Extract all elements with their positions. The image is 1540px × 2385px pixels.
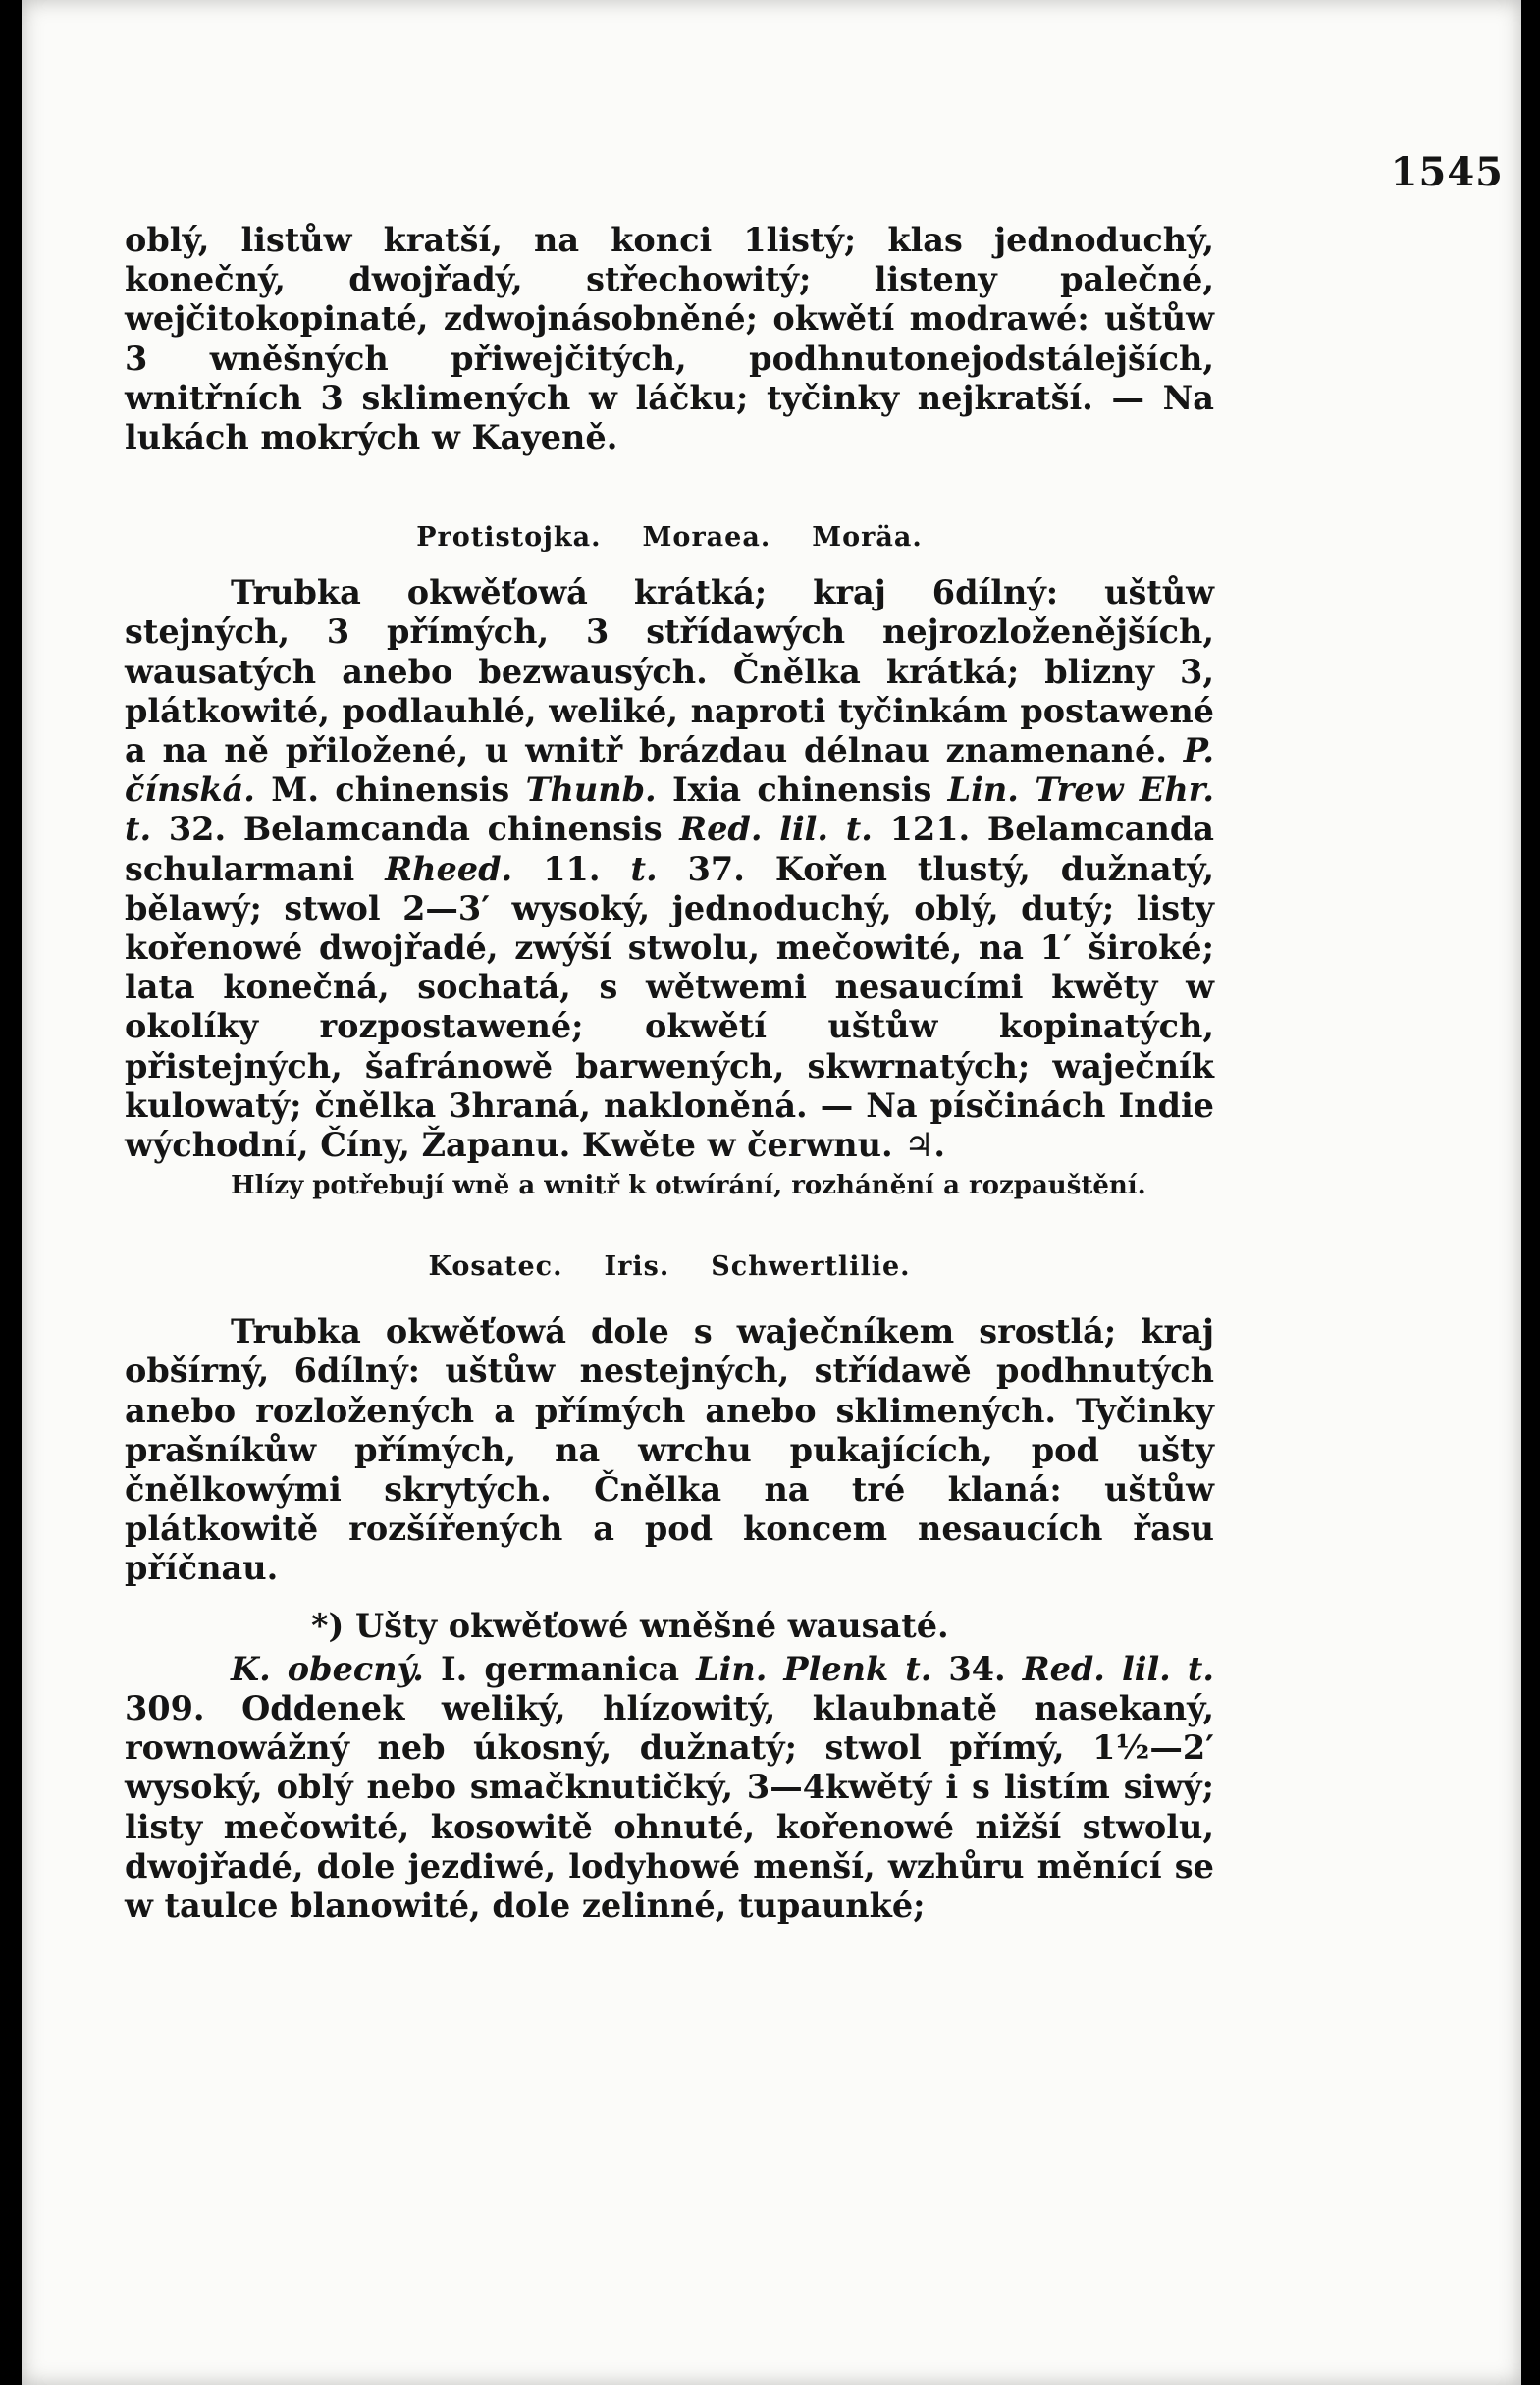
- paragraph-iris-germanica: [125, 1650, 1214, 1926]
- text-run: 37. Kořen tlustý, dužnatý, bělawý; stwol 2—3′ wysoký, jednoduchý, oblý, dutý; listy kořenowé dwojřadé, zwýší stwolu, mečowité, na 1′ široké; lata konečná, sochatá, s wětwemi nesaucími kwěty w okolíky rozpostawené; okwětí uštůw kopinatých, přistejných, šafránowě barwených, skwrnatých; waječník kulowatý; čnělka 3hraná, nakloněná. — Na písčinách Indie wýchodní, Číny, Žapanu. Kwěte w čerwnu. ♃.: [125, 849, 1214, 1165]
- paragraph-moraea-description: [125, 573, 1214, 1165]
- usage-note: Hlízy potřebují wně a wnitř k otwírání, rozhánění a rozpauštění.: [231, 1171, 1146, 1201]
- page-content: [125, 221, 1214, 1926]
- heading-latin-name: Iris.: [604, 1251, 670, 1283]
- text-run: M. chinensis: [254, 770, 526, 810]
- text-run: 309. Oddenek weliký, hlízowitý, klaubnatě nasekaný, rownowážný neb úkosný, dužnatý; stwol přímý, 1½—2′ wysoký, oblý nebo smačknutičký, 3—4kwětý i s listím siwý; listy mečowité, kosowitě ohnuté, kořenowé nižší stwolu, dwojřadé, dole jezdiwé, lodyhowé menší, wzhůru měnící se w taulce blanowité, dole zelinné, tupaunké;: [125, 1688, 1214, 1925]
- heading-german-name: Schwertlilie.: [711, 1251, 911, 1283]
- heading-czech-name: Kosatec.: [428, 1251, 563, 1283]
- text-run: Ixia chinensis: [656, 770, 948, 810]
- reference-italic: Red. lil. t.: [1022, 1649, 1215, 1688]
- text-run: I. germanica: [423, 1649, 697, 1688]
- text-run: 121. Belamcanda schularmani: [125, 810, 1214, 888]
- page-number: 1545: [1390, 149, 1504, 195]
- paragraph-continuation: oblý, listůw kratší, na konci 1listý; klas jednoduchý, konečný, dwojřadý, střechowitý; listeny palečné, wejčitokopinaté, zdwojnásobněné; okwětí modrawé: uštůw 3 wněšných přiwejčitých, podhnutonejodstálejších, wnitřních 3 sklimených w láčku; tyčinky nejkratší. — Na lukách mokrých w Kayeně.: [125, 221, 1214, 457]
- text-run: 34.: [931, 1649, 1023, 1688]
- heading-latin-name: Moraea.: [642, 522, 771, 554]
- reference-italic: t.: [630, 849, 658, 888]
- author-italic: Thunb.: [525, 770, 657, 810]
- text-run: 11.: [512, 849, 631, 888]
- book-page: [22, 0, 1521, 2385]
- heading-czech-name: Protistojka.: [416, 522, 602, 554]
- subsection-heading: *) Ušty okwěťowé wněšné wausaté.: [311, 1606, 949, 1645]
- species-name-italic: P. čínská.: [125, 731, 1214, 810]
- reference-italic: Lin. Trew Ehr. t.: [125, 770, 1215, 849]
- paragraph-iris-description: Trubka okwěťowá dole s waječníkem srostlá; kraj obšírný, 6dílný: uštůw nestejných, střídawě podhnutých anebo rozložených a přímých anebo sklimených. Tyčinky prašníkůw přímých, na wrchu pukajících, pod ušty čnělkowými skrytých. Čnělka na tré klaná: uštůw plátkowitě rozšířených a pod koncem nesaucích řasu příčnau.: [125, 1312, 1214, 1588]
- reference-italic: Red. lil. t.: [679, 810, 873, 849]
- reference-italic: Lin. Plenk t.: [696, 1649, 932, 1688]
- text-run: Trubka okwěťowá krátká; kraj 6dílný: uštůw stejných, 3 přímých, 3 střídawých nejrozloženějších, wausatých anebo bezwausých. Čnělka krátká; blizny 3, plátkowité, podlauhlé, weliké, naproti tyčinkám postawené a na ně přiložené, u wnitř brázdau délnau znamenané.: [125, 573, 1214, 770]
- text-run: 32. Belamcanda chinensis: [151, 810, 680, 849]
- heading-german-name: Moräa.: [812, 522, 923, 554]
- genus-heading-moraea: [125, 518, 1214, 557]
- author-italic: Rheed.: [385, 849, 513, 888]
- species-name-italic: K. obecný.: [231, 1649, 424, 1688]
- genus-heading-iris: [125, 1247, 1214, 1287]
